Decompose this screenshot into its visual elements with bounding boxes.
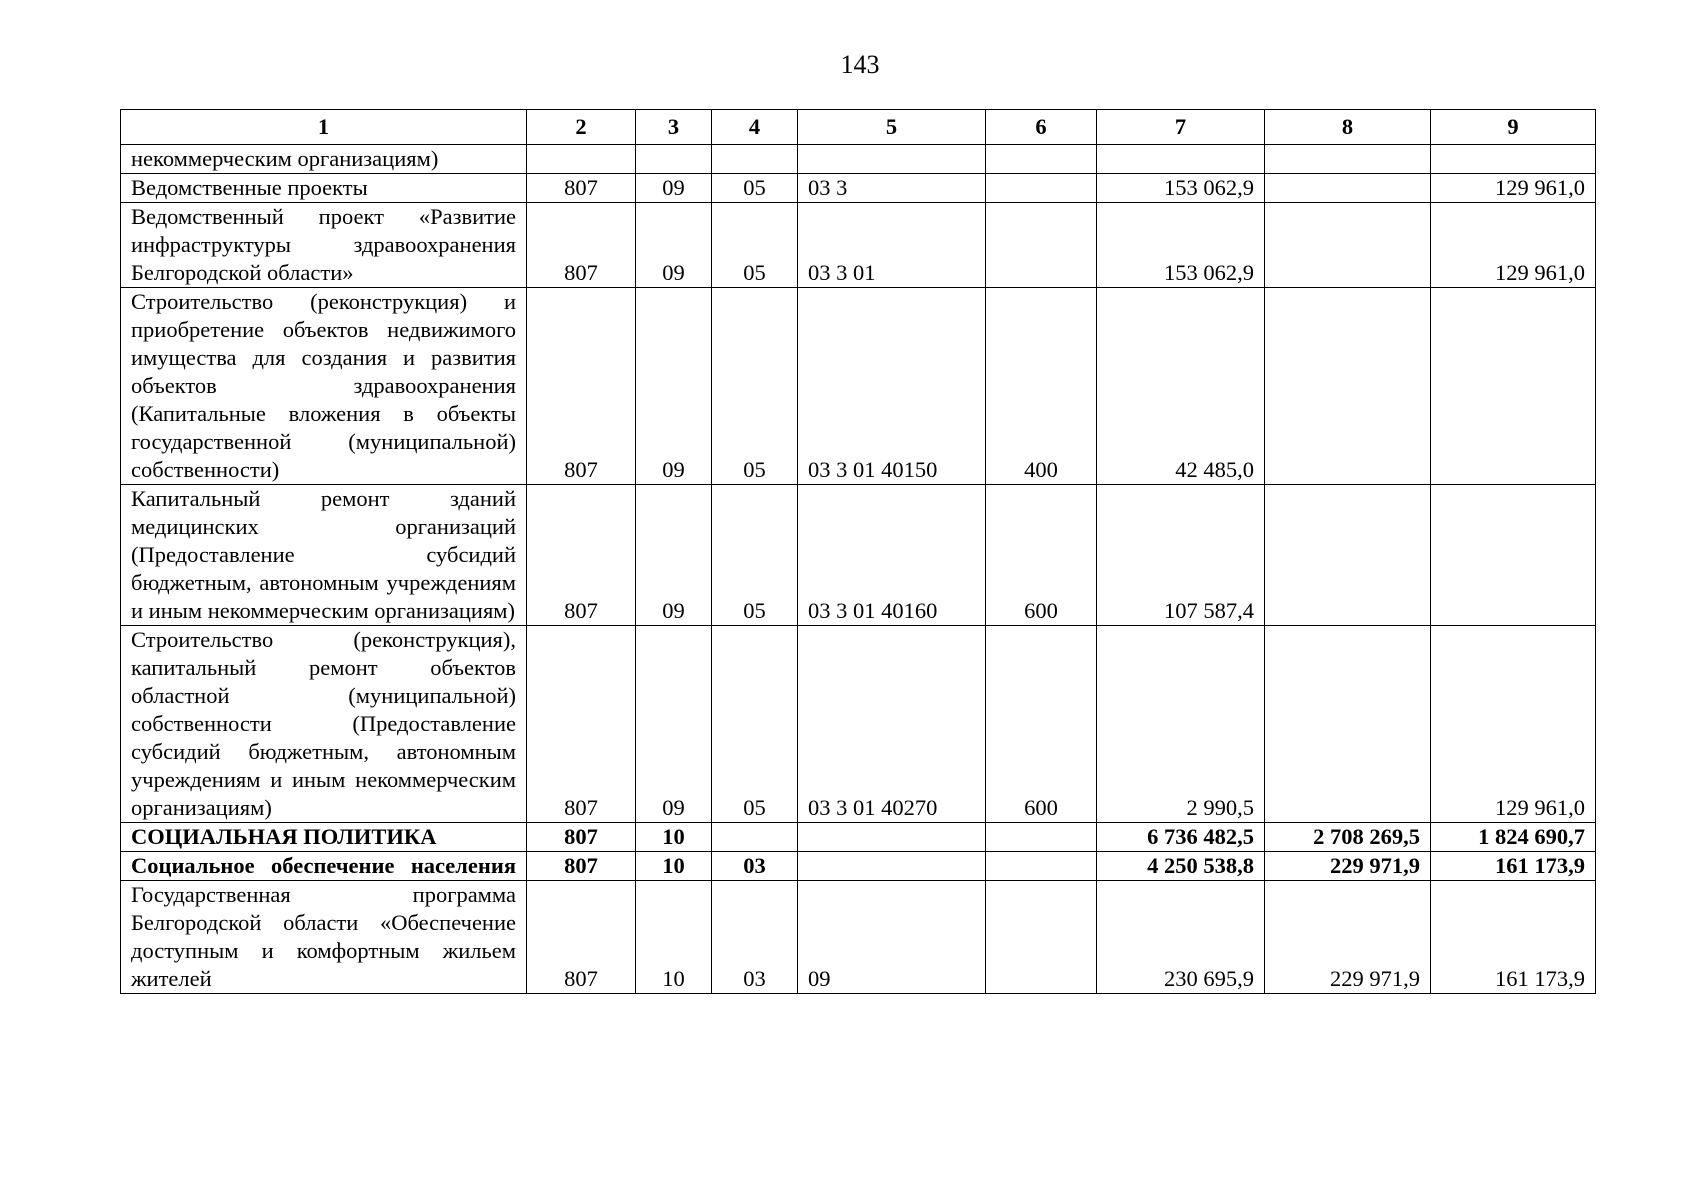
cell-col-7: 153 062,9 — [1097, 203, 1265, 288]
cell-col-9: 161 173,9 — [1431, 852, 1596, 881]
page-number: 143 — [840, 50, 880, 79]
cell-col-2: 807 — [527, 203, 636, 288]
cell-col-7 — [1097, 145, 1265, 174]
cell-col-5 — [798, 823, 986, 852]
cell-col-3: 09 — [636, 203, 712, 288]
cell-col-8: 229 971,9 — [1265, 852, 1431, 881]
cell-col-6 — [986, 145, 1097, 174]
table-row-section — [121, 823, 1596, 852]
cell-col-6 — [986, 174, 1097, 203]
cell-col-2 — [527, 145, 636, 174]
cell-col-8: 229 971,9 — [1265, 881, 1431, 994]
cell-col-8 — [1265, 288, 1431, 485]
table-row — [121, 288, 1596, 485]
cell-col-9: 1 824 690,7 — [1431, 823, 1596, 852]
header-row — [121, 110, 1596, 145]
header-col-2: 2 — [527, 110, 636, 145]
cell-col-3: 10 — [636, 823, 712, 852]
cell-col-7: 230 695,9 — [1097, 881, 1265, 994]
row-name: Государственная программа Белгородской области «Обеспечение доступным и комфортным жильем жителей — [121, 881, 527, 994]
cell-col-9: 129 961,0 — [1431, 174, 1596, 203]
header-col-3: 3 — [636, 110, 712, 145]
cell-col-2: 807 — [527, 174, 636, 203]
cell-col-4: 05 — [712, 174, 798, 203]
cell-col-9 — [1431, 288, 1596, 485]
cell-col-5: 03 3 — [798, 174, 986, 203]
header-col-9: 9 — [1431, 110, 1596, 145]
cell-col-3: 09 — [636, 288, 712, 485]
cell-col-8 — [1265, 485, 1431, 626]
cell-col-3 — [636, 145, 712, 174]
cell-col-4: 05 — [712, 485, 798, 626]
cell-col-6: 600 — [986, 485, 1097, 626]
header-col-5: 5 — [798, 110, 986, 145]
cell-col-7: 6 736 482,5 — [1097, 823, 1265, 852]
cell-col-4: 05 — [712, 288, 798, 485]
table-row — [121, 174, 1596, 203]
cell-col-2: 807 — [527, 626, 636, 823]
cell-col-9 — [1431, 485, 1596, 626]
cell-col-3: 09 — [636, 626, 712, 823]
row-name: Строительство (реконструкция) и приобретение объектов недвижимого имущества для создания и развития объектов здравоохранения (Капитальные вложения в объекты государственной (муниципальной) собственности) — [121, 288, 527, 485]
cell-col-7: 42 485,0 — [1097, 288, 1265, 485]
cell-col-4 — [712, 145, 798, 174]
cell-col-4 — [712, 823, 798, 852]
table-row — [121, 203, 1596, 288]
cell-col-2: 807 — [527, 823, 636, 852]
cell-col-3: 10 — [636, 852, 712, 881]
cell-col-7: 153 062,9 — [1097, 174, 1265, 203]
header-col-4: 4 — [712, 110, 798, 145]
cell-col-4: 05 — [712, 203, 798, 288]
table-row — [121, 626, 1596, 823]
cell-col-9: 129 961,0 — [1431, 626, 1596, 823]
table-row — [121, 485, 1596, 626]
cell-col-5: 03 3 01 — [798, 203, 986, 288]
row-name: Ведомственные проекты — [121, 174, 527, 203]
cell-col-9 — [1431, 145, 1596, 174]
cell-col-7: 4 250 538,8 — [1097, 852, 1265, 881]
cell-col-6: 400 — [986, 288, 1097, 485]
cell-col-3: 10 — [636, 881, 712, 994]
cell-col-6 — [986, 852, 1097, 881]
cell-col-9: 129 961,0 — [1431, 203, 1596, 288]
cell-col-6: 600 — [986, 626, 1097, 823]
cell-col-2: 807 — [527, 852, 636, 881]
cell-col-6 — [986, 203, 1097, 288]
cell-col-5: 03 3 01 40150 — [798, 288, 986, 485]
cell-col-8: 2 708 269,5 — [1265, 823, 1431, 852]
table-row-subsection — [121, 852, 1596, 881]
cell-col-5 — [798, 852, 986, 881]
cell-col-9: 161 173,9 — [1431, 881, 1596, 994]
row-name: некоммерческим организациям) — [121, 145, 527, 174]
cell-col-5 — [798, 145, 986, 174]
row-name: Ведомственный проект «Развитие инфраструктуры здравоохранения Белгородской области» — [121, 203, 527, 288]
cell-col-7: 107 587,4 — [1097, 485, 1265, 626]
cell-col-2: 807 — [527, 881, 636, 994]
cell-col-8 — [1265, 203, 1431, 288]
header-col-8: 8 — [1265, 110, 1431, 145]
header-col-6: 6 — [986, 110, 1097, 145]
cell-col-6 — [986, 823, 1097, 852]
row-name: Капитальный ремонт зданий медицинских организаций (Предоставление субсидий бюджетным, автономным учреждениям и иным некоммерческим организациям) — [121, 485, 527, 626]
cell-col-5: 03 3 01 40270 — [798, 626, 986, 823]
cell-col-4: 05 — [712, 626, 798, 823]
cell-col-2: 807 — [527, 288, 636, 485]
cell-col-3: 09 — [636, 174, 712, 203]
cell-col-7: 2 990,5 — [1097, 626, 1265, 823]
cell-col-2: 807 — [527, 485, 636, 626]
budget-table — [120, 109, 1596, 994]
cell-col-8 — [1265, 626, 1431, 823]
cell-col-5: 03 3 01 40160 — [798, 485, 986, 626]
row-name: Строительство (реконструкция), капитальный ремонт объектов областной (муниципальной) собственности (Предоставление субсидий бюджетным, автономным учреждениям и иным некоммерческим организациям) — [121, 626, 527, 823]
header-col-1: 1 — [121, 110, 527, 145]
table-row — [121, 881, 1596, 994]
cell-col-8 — [1265, 145, 1431, 174]
cell-col-6 — [986, 881, 1097, 994]
cell-col-4: 03 — [712, 881, 798, 994]
row-name: СОЦИАЛЬНАЯ ПОЛИТИКА — [121, 823, 527, 852]
cell-col-5: 09 — [798, 881, 986, 994]
header-col-7: 7 — [1097, 110, 1265, 145]
cell-col-3: 09 — [636, 485, 712, 626]
row-name: Социальное обеспечение населения — [121, 852, 527, 881]
cell-col-8 — [1265, 174, 1431, 203]
cell-col-4: 03 — [712, 852, 798, 881]
table-row — [121, 145, 1596, 174]
